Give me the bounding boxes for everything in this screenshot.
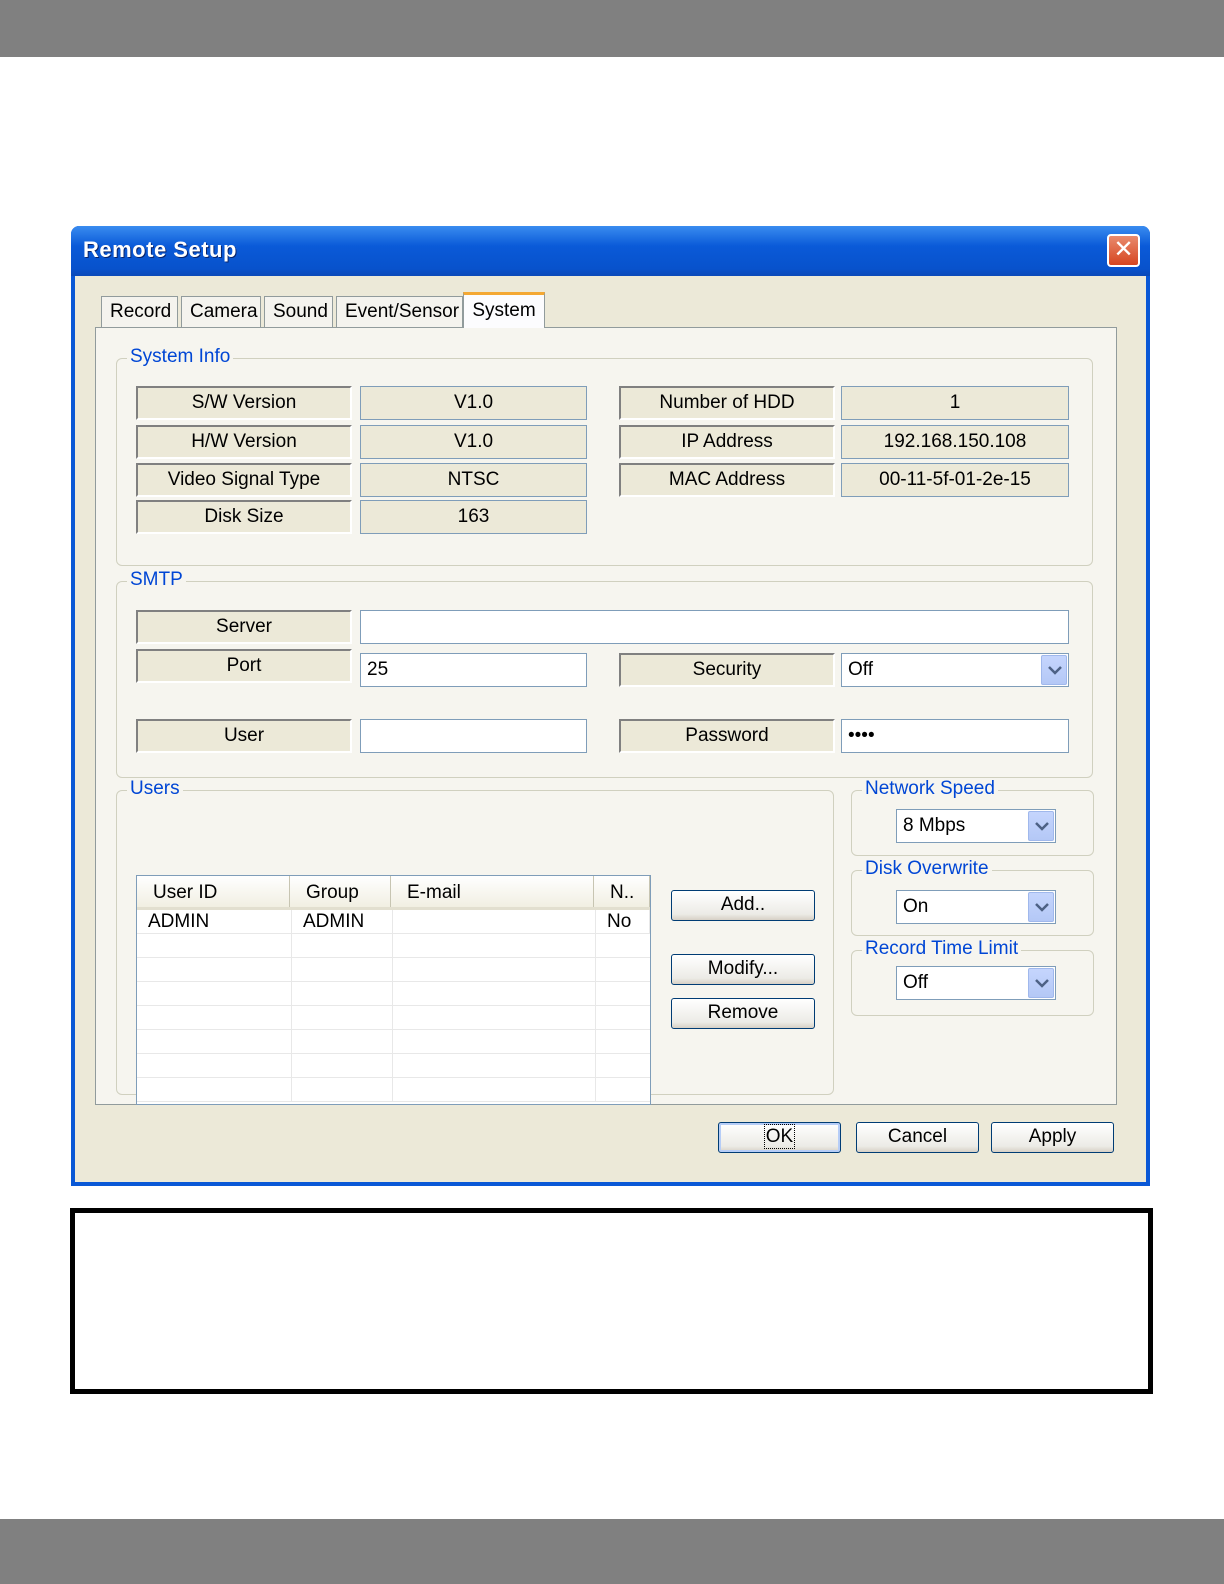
column-user-id[interactable]: User ID — [137, 876, 290, 907]
hw-version-label: H/W Version — [136, 425, 352, 459]
sw-version-label: S/W Version — [136, 386, 352, 420]
hdd-count-label: Number of HDD — [619, 386, 835, 420]
tab-event-sensor[interactable]: Event/Sensor — [336, 296, 463, 327]
apply-button[interactable]: Apply — [991, 1122, 1114, 1153]
smtp-port-label: Port — [136, 649, 352, 683]
smtp-server-input[interactable] — [360, 610, 1069, 644]
table-row[interactable] — [137, 910, 650, 934]
smtp-security-value: Off — [848, 659, 873, 680]
table-row-empty[interactable] — [137, 934, 650, 958]
ip-address-value: 192.168.150.108 — [841, 425, 1069, 459]
column-notify[interactable]: N.. — [594, 876, 650, 907]
chevron-down-icon[interactable] — [1028, 811, 1054, 841]
record-time-limit-select[interactable] — [896, 966, 1056, 1000]
add-user-button[interactable]: Add.. — [671, 890, 815, 921]
page-footer-band — [0, 1519, 1224, 1584]
note-box — [70, 1208, 1153, 1394]
row-group: ADMIN — [292, 910, 393, 934]
table-row-empty[interactable] — [137, 1078, 650, 1102]
network-speed-title: Network Speed — [862, 778, 998, 800]
smtp-security-select[interactable] — [841, 653, 1069, 687]
tab-camera[interactable]: Camera — [181, 296, 261, 327]
disk-overwrite-value: On — [903, 896, 929, 917]
hw-version-value: V1.0 — [360, 425, 587, 459]
smtp-server-label: Server — [136, 610, 352, 644]
hdd-count-value: 1 — [841, 386, 1069, 420]
cancel-button[interactable]: Cancel — [856, 1122, 979, 1153]
modify-user-button[interactable]: Modify... — [671, 954, 815, 985]
smtp-security-label: Security — [619, 653, 835, 687]
table-row-empty[interactable] — [137, 958, 650, 982]
ip-address-label: IP Address — [619, 425, 835, 459]
smtp-title: SMTP — [127, 569, 186, 591]
chevron-down-icon[interactable] — [1041, 655, 1067, 685]
table-row-empty[interactable] — [137, 1006, 650, 1030]
table-row-empty[interactable] — [137, 982, 650, 1006]
remote-setup-window — [71, 226, 1150, 1186]
column-email[interactable]: E-mail — [391, 876, 594, 907]
system-info-title: System Info — [127, 346, 233, 368]
tab-system[interactable]: System — [463, 292, 545, 328]
smtp-password-input[interactable]: •••• — [841, 719, 1069, 753]
chevron-down-icon[interactable] — [1028, 892, 1054, 922]
disk-overwrite-title: Disk Overwrite — [862, 858, 992, 880]
mac-address-value: 00-11-5f-01-2e-15 — [841, 463, 1069, 497]
record-time-limit-title: Record Time Limit — [862, 938, 1021, 960]
window-title: Remote Setup — [83, 237, 237, 262]
network-speed-select[interactable] — [896, 809, 1056, 843]
smtp-port-input[interactable]: 25 — [360, 653, 587, 687]
table-row-empty[interactable] — [137, 1030, 650, 1054]
chevron-down-icon[interactable] — [1028, 968, 1054, 998]
row-user-id: ADMIN — [137, 910, 292, 934]
ok-button-label: OK — [765, 1126, 794, 1147]
close-icon: ✕ — [1113, 236, 1134, 263]
row-email — [393, 910, 596, 934]
smtp-user-input[interactable] — [360, 719, 587, 753]
dialog-client-area — [75, 276, 1146, 1182]
mac-address-label: MAC Address — [619, 463, 835, 497]
video-signal-label: Video Signal Type — [136, 463, 352, 497]
row-notify: No — [596, 910, 650, 934]
users-title: Users — [127, 778, 183, 800]
sw-version-value: V1.0 — [360, 386, 587, 420]
users-list-header — [137, 876, 650, 910]
page-header-band — [0, 0, 1224, 57]
network-speed-value: 8 Mbps — [903, 815, 966, 836]
users-list[interactable] — [136, 875, 651, 1105]
disk-size-label: Disk Size — [136, 500, 352, 534]
disk-size-value: 163 — [360, 500, 587, 534]
smtp-user-label: User — [136, 719, 352, 753]
system-tab-panel — [95, 327, 1117, 1105]
disk-overwrite-select[interactable] — [896, 890, 1056, 924]
column-group[interactable]: Group — [290, 876, 391, 907]
table-row-empty[interactable] — [137, 1054, 650, 1078]
ok-button[interactable] — [718, 1122, 841, 1153]
remove-user-button[interactable]: Remove — [671, 998, 815, 1029]
smtp-password-label: Password — [619, 719, 835, 753]
video-signal-value: NTSC — [360, 463, 587, 497]
tab-sound[interactable]: Sound — [264, 296, 333, 327]
window-titlebar[interactable] — [71, 226, 1150, 276]
tab-record[interactable]: Record — [101, 296, 178, 327]
close-button[interactable] — [1107, 234, 1140, 267]
record-time-limit-value: Off — [903, 972, 928, 993]
